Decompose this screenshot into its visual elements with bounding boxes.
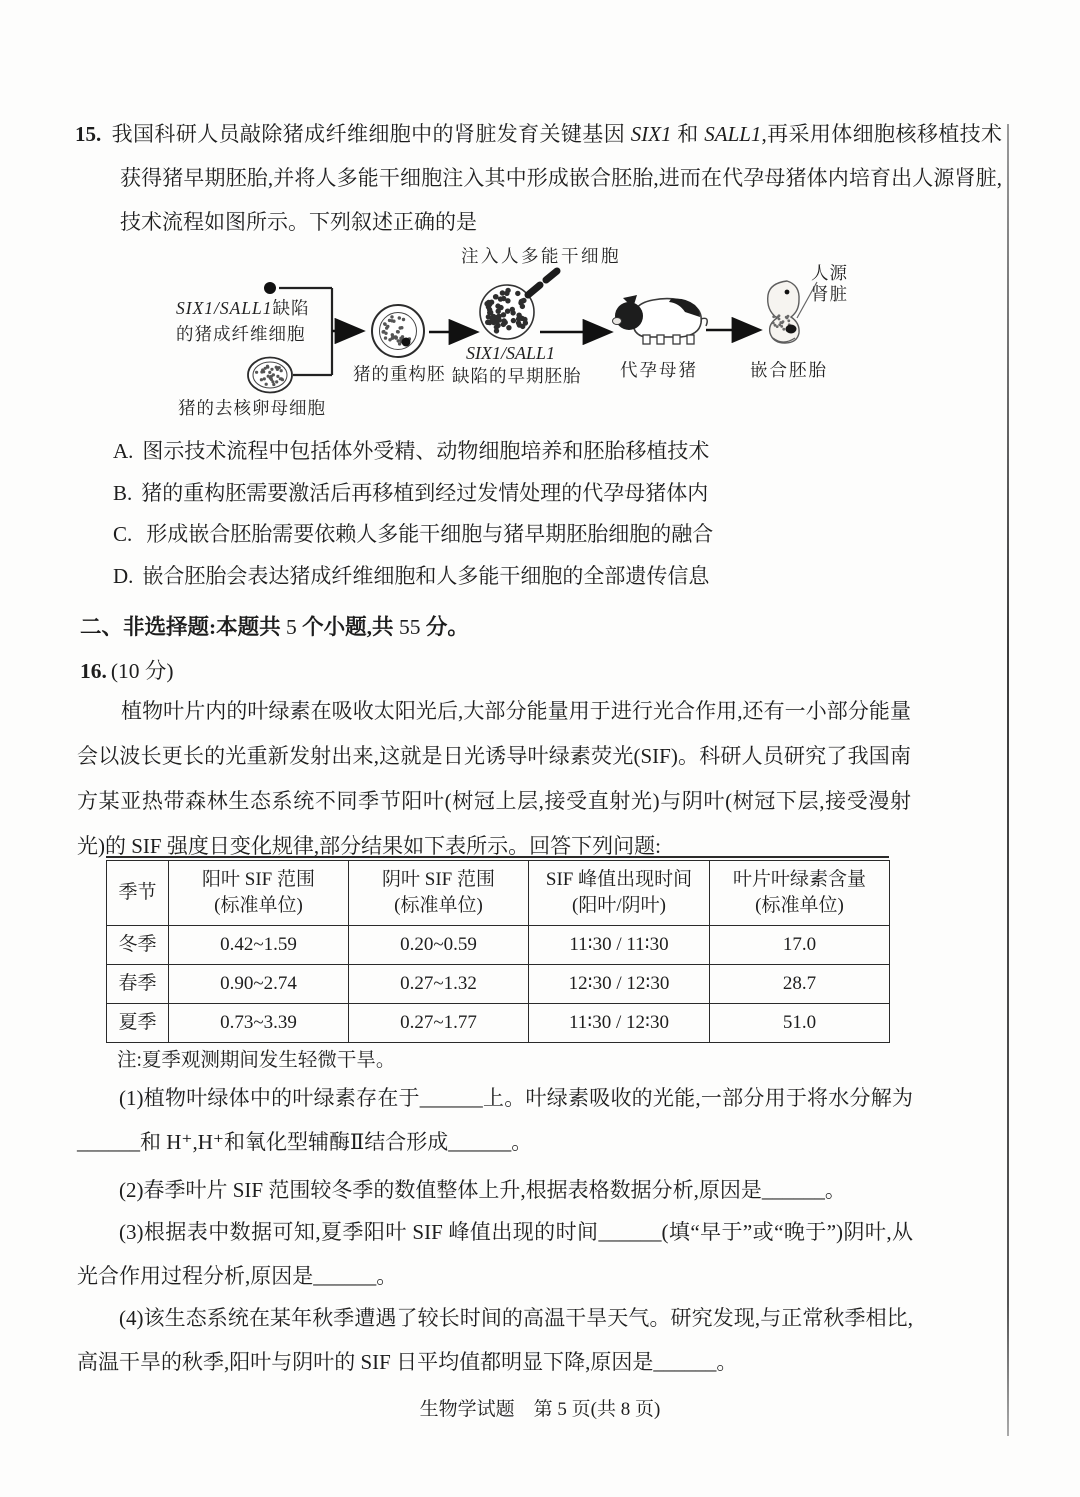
q16-part-1: (1)植物叶绿体中的叶绿素存在于______上。叶绿素吸收的光能,一部分用于将水分解为______和 H⁺,H⁺和氧化型辅酶Ⅱ结合形成______。 (77, 1086, 913, 1154)
q16-points: (10 分) (110, 659, 174, 683)
option-c-label: C. (113, 522, 133, 546)
recon-embryo-label: 猪的重构胚 (353, 364, 446, 384)
oocyte-figure (248, 358, 292, 393)
spring-shade-sif: 0.27~1.32 (349, 965, 529, 1004)
summer-season: 夏季 (107, 1004, 169, 1043)
header-sif-peak-time: SIF 峰值出现时间 (阳叶/阴叶) (529, 861, 710, 926)
summer-sun-sif: 0.73~3.39 (169, 1004, 349, 1043)
spring-sun-sif: 0.90~2.74 (169, 965, 349, 1004)
q16-intro: 植物叶片内的叶绿素在吸收太阳光后,大部分能量用于进行光合作用,还有一小部分能量会以波长更长的光重新发射出来,这就是日光诱导叶绿素荧光(SIF)。科研人员研究了我国南方某亚热带森林生态系统不同季节阳叶(树冠上层,接受直射光)与阴叶(树冠下层,接受漫射光)的 SIF 强度日变化规律,部分结果如下表所示。回答下列问题: (77, 699, 911, 858)
human-kidney-label-line2: 肾脏 (811, 284, 848, 304)
q15-options (113, 431, 933, 597)
winter-season: 冬季 (107, 926, 169, 965)
summer-chlorophyll: 51.0 (710, 1004, 890, 1043)
option-a-text: 图示技术流程中包括体外受精、动物细胞培养和胚胎移植技术 (142, 439, 710, 463)
q16-part-4: (4)该生态系统在某年秋季遭遇了较长时间的高温干旱天气。研究发现,与正常秋季相比,高温干旱的秋季,阳叶与阴叶的 SIF 日平均值都明显下降,原因是______。 (77, 1306, 913, 1374)
fibroblast-cell-dot (264, 282, 276, 294)
q15-process-diagram (163, 246, 873, 442)
q15-stem-text: 我国科研人员敲除猪成纤维细胞中的肾脏发育关键基因 SIX1 和 SALL1,再采用体细胞核移植技术获得猪早期胚胎,并将人多能干细胞注入其中形成嵌合胚胎,进而在代孕母猪体内培育出人源肾脏,技术流程如图所示。下列叙述正确的是 (111, 122, 1003, 234)
scan-edge-line (1007, 124, 1009, 1436)
page-footer: 生物学试题 第 5 页(共 8 页) (419, 1399, 661, 1420)
pig-figure (613, 295, 708, 344)
option-d (113, 556, 933, 598)
option-d-label: D. (113, 563, 134, 588)
header-chlorophyll: 叶片叶绿素含量 (标准单位) (710, 861, 890, 926)
spring-season: 春季 (107, 965, 169, 1004)
inject-label: 注入人多能干细胞 (461, 246, 621, 266)
table-row-winter (107, 926, 890, 965)
chimeric-embryo-label: 嵌合胚胎 (750, 360, 828, 380)
option-b (113, 473, 933, 515)
spring-peak-time: 12∶30 / 12∶30 (529, 965, 710, 1004)
oocyte-label: 猪的去核卵母细胞 (178, 398, 326, 418)
q16-heading (80, 654, 174, 685)
winter-peak-time: 11∶30 / 11∶30 (529, 926, 710, 965)
q15-stem (75, 112, 1002, 244)
reconstructed-embryo-figure (372, 305, 424, 357)
section2-header: 二、非选择题:本题共 5 个小题,共 55 分。 (80, 615, 469, 639)
surrogate-pig-label: 代孕母猪 (620, 360, 698, 380)
injection-needle-segment-1 (528, 285, 540, 295)
option-a-label: A. (113, 439, 134, 463)
human-kidney-label-line1: 人源 (811, 263, 848, 283)
table-note: 注:夏季观测期间发生轻微干旱。 (117, 1050, 396, 1071)
q16-part-3: (3)根据表中数据可知,夏季阳叶 SIF 峰值出现的时间______(填“早于”或“晚于”)阴叶,从光合作用过程分析,原因是______。 (77, 1220, 913, 1288)
header-shade-leaf-sif: 阴叶 SIF 范围 (标准单位) (349, 861, 529, 926)
option-d-text: 嵌合胚胎会表达猪成纤维细胞和人多能干细胞的全部遗传信息 (142, 563, 710, 588)
injection-needle-segment-2 (546, 271, 557, 280)
option-a (113, 431, 933, 473)
summer-peak-time: 11∶30 / 12∶30 (529, 1004, 710, 1043)
winter-chlorophyll: 17.0 (710, 926, 890, 965)
winter-shade-sif: 0.20~0.59 (349, 926, 529, 965)
fibroblast-label-line2: 的猪成纤维细胞 (176, 324, 306, 344)
early-embryo-label-line2: 缺陷的早期胚胎 (452, 366, 582, 386)
option-b-label: B. (113, 480, 133, 505)
table-row-summer (107, 1004, 890, 1043)
q16-part-2: (2)春季叶片 SIF 范围较冬季的数值整体上升,根据表格数据分析,原因是______。 (119, 1178, 846, 1202)
option-b-text: 猪的重构胚需要激活后再移植到经过发情处理的代孕母猪体内 (141, 480, 709, 505)
option-c (113, 514, 933, 556)
winter-sun-sif: 0.42~1.59 (169, 926, 349, 965)
option-c-text: 形成嵌合胚胎需要依赖人多能干细胞与猪早期胚胎细胞的融合 (146, 522, 714, 546)
early-embryo-label-line1: SIX1/SALL1 (466, 343, 556, 363)
chimeric-embryo-figure (768, 281, 799, 343)
header-season: 季节 (107, 861, 169, 926)
spring-chlorophyll: 28.7 (710, 965, 890, 1004)
q15-number: 15. (75, 122, 102, 146)
early-embryo-figure (480, 271, 557, 339)
fibroblast-label-line1: SIX1/SALL1缺陷 (176, 298, 310, 318)
table-header-row (107, 861, 890, 926)
summer-shade-sif: 0.27~1.77 (349, 1004, 529, 1043)
header-sun-leaf-sif: 阳叶 SIF 范围 (标准单位) (169, 861, 349, 926)
q16-number: 16. (80, 659, 107, 683)
table-row-spring (107, 965, 890, 1004)
q16-sif-table (106, 856, 889, 1043)
